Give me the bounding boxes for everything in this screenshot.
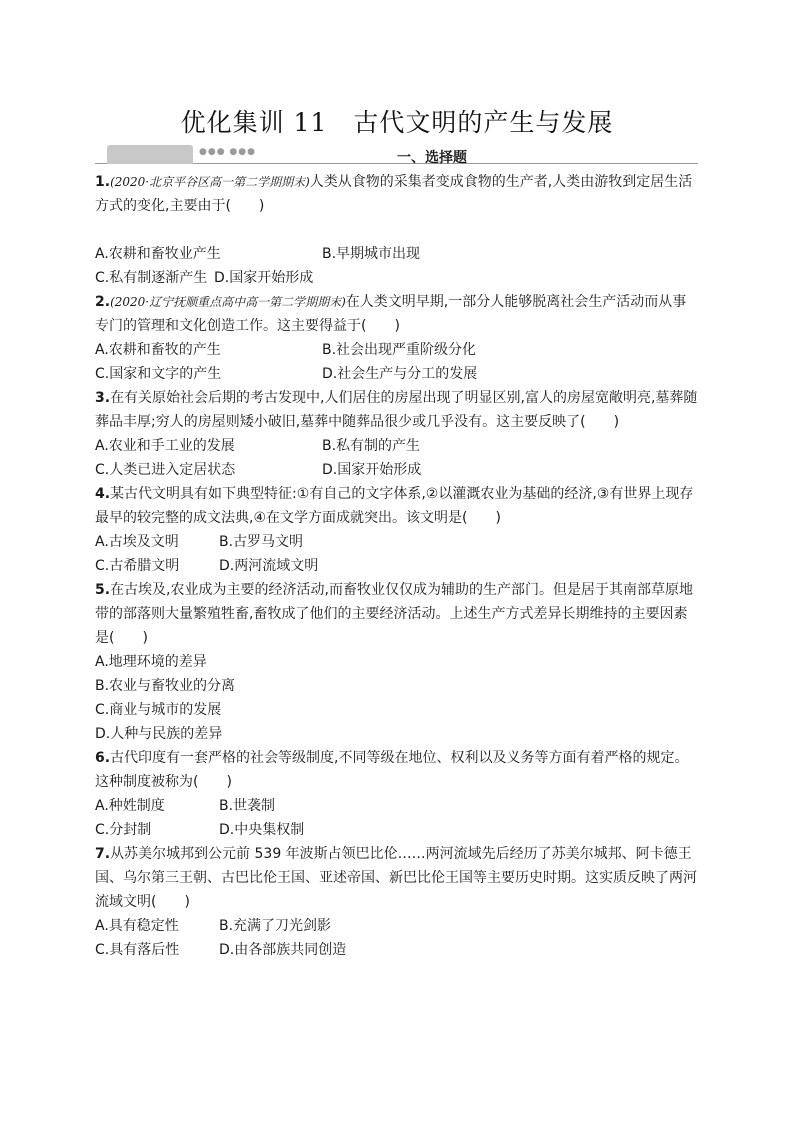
question-5	[95, 578, 698, 650]
option-c[interactable]: C.分封制	[95, 822, 152, 838]
option-d[interactable]: D.由各部族共同创造	[219, 942, 347, 958]
question-stem: 在有关原始社会后期的考古发现中,人们居住的房屋出现了明显区别,富人的房屋宽敞明亮,墓葬随葬品丰厚;穷人的房屋则矮小破旧,墓葬中随葬品很少或几乎没有。这主要反映了( )	[95, 390, 698, 430]
question-3	[95, 386, 698, 434]
question-stem: 从苏美尔城邦到公元前 539 年波斯占领巴比伦……两河流域先后经历了苏美尔城邦、阿卡德王国、乌尔第三王朝、古巴比伦王国、亚述帝国、新巴比伦王国等主要历史时期。这实质反映了两河流域文明( )	[95, 846, 697, 910]
option-a[interactable]: A.农业和手工业的发展	[95, 438, 235, 454]
option-c[interactable]: C.国家和文字的产生	[95, 366, 222, 382]
question-2	[95, 290, 698, 338]
page-title: 优化集训 11 古代文明的产生与发展	[180, 108, 614, 137]
question-number: 7.	[95, 846, 111, 862]
question-4	[95, 482, 698, 530]
option-a[interactable]: A.种姓制度	[95, 798, 165, 814]
question-number: 1.	[95, 174, 111, 190]
option-a[interactable]: A.地理环境的差异	[95, 654, 207, 670]
question-stem: 在古埃及,农业成为主要的经济活动,而畜牧业仅仅成为辅助的生产部门。但是居于其南部草原地带的部落则大量繁殖牲畜,畜牧成了他们的主要经济活动。上述生产方式差异长期维持的主要因素是( )	[95, 582, 693, 646]
option-a[interactable]: A.古埃及文明	[95, 534, 179, 550]
options-row	[95, 794, 698, 818]
options-row	[95, 266, 698, 290]
question-7	[95, 842, 698, 914]
question-stem: 人类从食物的采集者变成食物的生产者,人类由游牧到定居生活方式的变化,主要由于( )	[95, 174, 693, 214]
option-b[interactable]: B.古罗马文明	[219, 534, 304, 550]
question-stem: 某古代文明具有如下典型特征:①有自己的文字体系,②以灌溉农业为基础的经济,③有世界上现存最早的较完整的成文法典,④在文学方面成就突出。该文明是( )	[95, 486, 694, 526]
options-row	[95, 242, 698, 266]
options-row	[95, 914, 698, 938]
options-row	[95, 938, 698, 962]
options-row	[95, 458, 698, 482]
question-6	[95, 746, 698, 794]
options-row	[95, 434, 698, 458]
option-c[interactable]: C.私有制逐渐产生	[95, 270, 208, 286]
option-c[interactable]: C.商业与城市的发展	[95, 702, 222, 718]
question-source: (2020·北京平谷区高一第二学期期末)	[110, 175, 310, 189]
question-stem: 古代印度有一套严格的社会等级制度,不同等级在地位、权利以及义务等方面有着严格的规定。这种制度被称为( )	[95, 750, 689, 790]
option-b[interactable]: B.世袭制	[219, 798, 276, 814]
option-b[interactable]: B.社会出现严重阶级分化	[322, 342, 477, 358]
question-1	[95, 170, 698, 218]
option-d[interactable]: D.两河流域文明	[219, 558, 319, 574]
question-number: 4.	[95, 486, 111, 502]
question-stem: 在人类文明早期,一部分人能够脱离社会生产活动而从事专门的管理和文化创造工作。这主要得益于( )	[95, 294, 687, 334]
answer-space	[95, 218, 698, 242]
question-number: 2.	[95, 294, 111, 310]
question-number: 6.	[95, 750, 111, 766]
option-d[interactable]: D.国家开始形成	[214, 270, 314, 286]
question-number: 3.	[95, 390, 111, 406]
section-header	[95, 145, 698, 165]
question-list	[95, 170, 698, 962]
option-b[interactable]: B.私有制的产生	[322, 438, 421, 454]
option-c[interactable]: C.具有落后性	[95, 942, 180, 958]
section-tab-decoration	[107, 145, 193, 164]
options-row	[95, 362, 698, 386]
option-a[interactable]: A.农耕和畜牧业产生	[95, 246, 221, 262]
question-number: 5.	[95, 582, 111, 598]
question-source: (2020·辽宁抚顺重点高中高一第二学期期末)	[110, 295, 346, 309]
option-d[interactable]: D.社会生产与分工的发展	[322, 366, 478, 382]
options-row	[95, 818, 698, 842]
options-row	[95, 530, 698, 554]
option-d[interactable]: D.中央集权制	[219, 822, 305, 838]
option-c[interactable]: C.人类已进入定居状态	[95, 462, 236, 478]
option-d[interactable]: D.人种与民族的差异	[95, 726, 223, 742]
option-d[interactable]: D.国家开始形成	[322, 462, 422, 478]
option-b[interactable]: B.充满了刀光剑影	[219, 918, 332, 934]
option-b[interactable]: B.农业与畜牧业的分离	[95, 678, 236, 694]
option-b[interactable]: B.早期城市出现	[322, 246, 421, 262]
option-a[interactable]: A.农耕和畜牧的产生	[95, 342, 221, 358]
option-c[interactable]: C.古希腊文明	[95, 558, 180, 574]
section-label: 一、选择题	[397, 150, 467, 166]
dots-decoration: ●●● ●●●	[199, 147, 256, 157]
options-row	[95, 338, 698, 362]
option-a[interactable]: A.具有稳定性	[95, 918, 179, 934]
options-row	[95, 554, 698, 578]
